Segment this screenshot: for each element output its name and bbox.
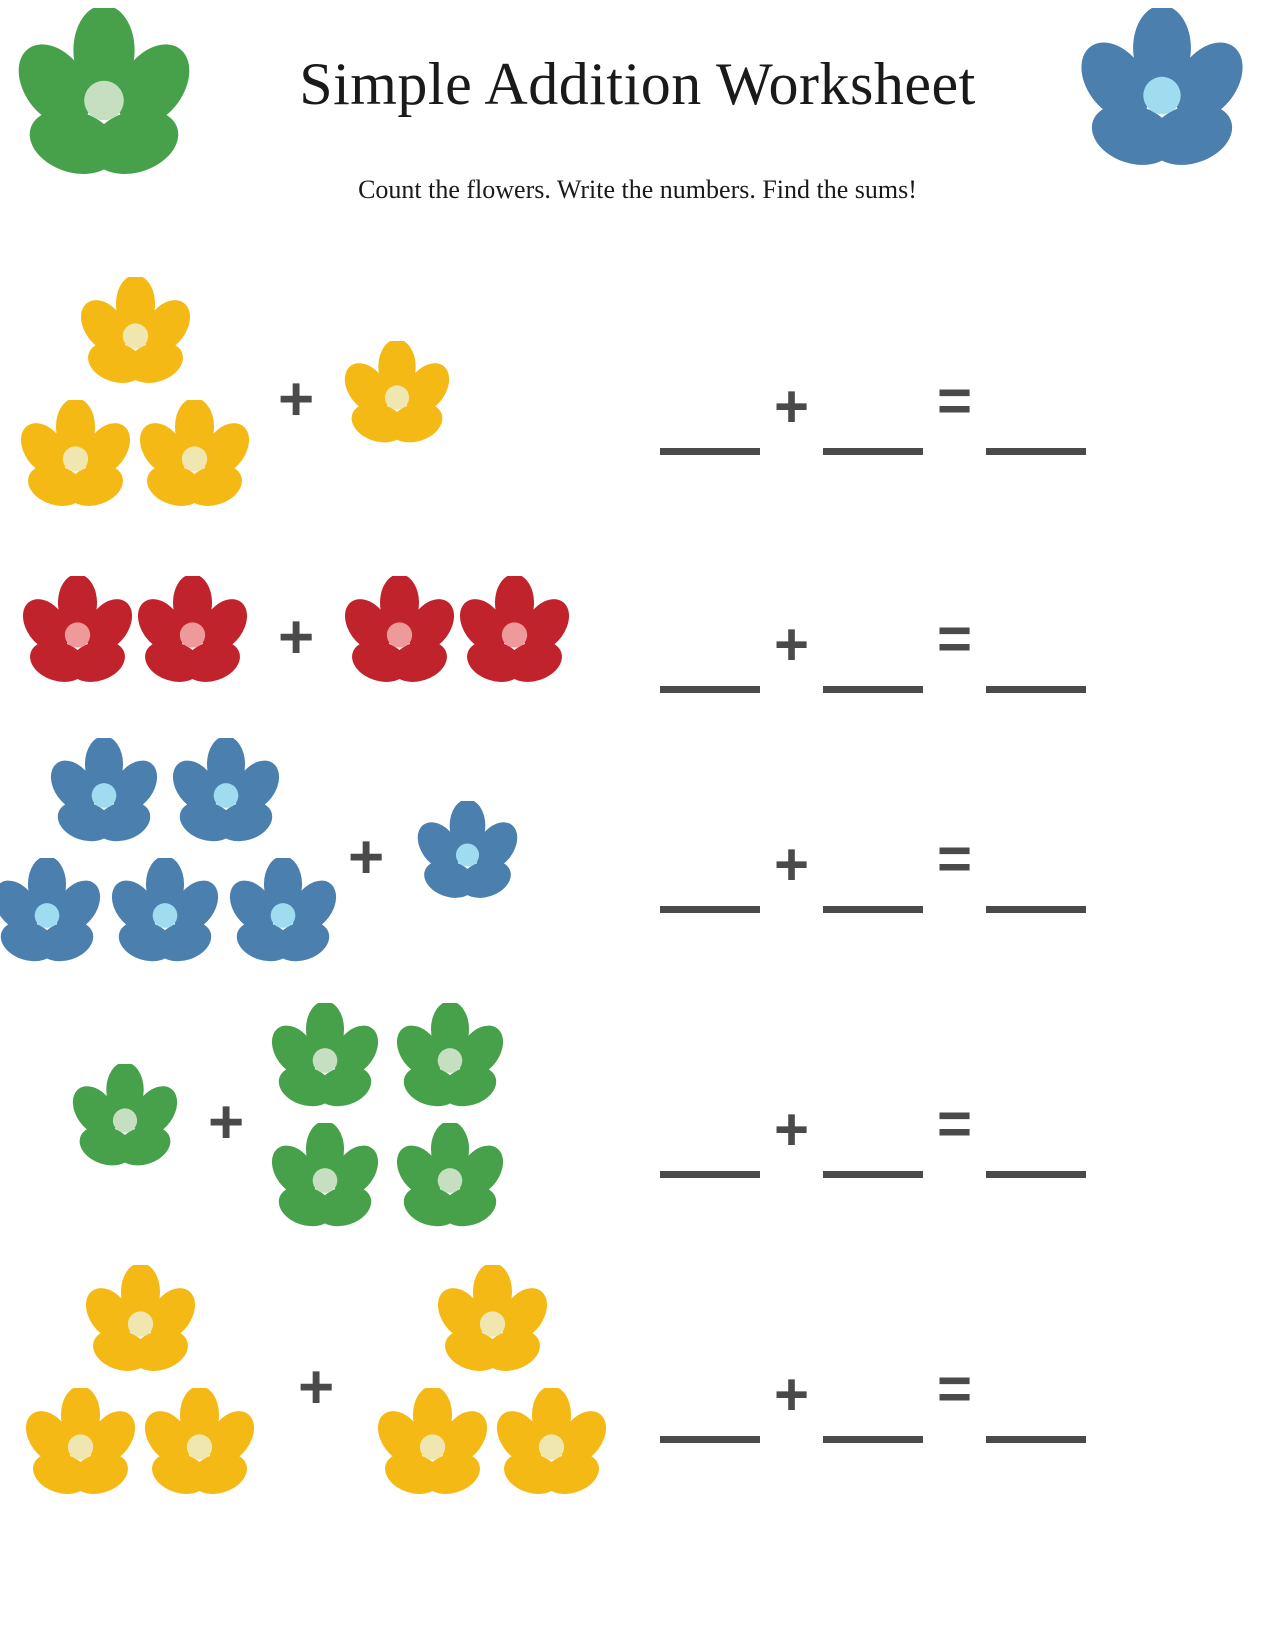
flower-icon-yellow xyxy=(83,1265,198,1388)
problem-4-right-group xyxy=(262,1003,512,1243)
problem-3-left-group xyxy=(0,738,330,978)
visual-plus-sign: + xyxy=(298,1352,335,1422)
problem-3-blank-sum[interactable] xyxy=(986,846,1086,913)
problem-1-left-group xyxy=(10,277,260,523)
equation-equals-sign: = xyxy=(937,824,973,892)
equation-equals-sign: = xyxy=(937,367,973,434)
flower-icon-green xyxy=(394,1003,506,1123)
problem-2-blank-left[interactable] xyxy=(660,626,760,693)
problem-2-blank-sum[interactable] xyxy=(986,626,1086,693)
flower-icon-red xyxy=(457,576,572,699)
page-title: Simple Addition Worksheet xyxy=(299,51,976,117)
flower-icon-red xyxy=(135,576,250,699)
problem-row-3 xyxy=(0,725,1275,990)
flower-icon-yellow xyxy=(435,1265,550,1388)
problem-row-1 xyxy=(0,250,1275,550)
equation-equals-sign: = xyxy=(937,1089,973,1157)
visual-plus-sign: + xyxy=(348,822,385,892)
problem-list xyxy=(0,250,1275,1520)
flower-icon-blue xyxy=(227,858,339,978)
problem-row-5 xyxy=(0,1255,1275,1520)
problem-3-right-group xyxy=(402,801,532,914)
flower-icon-red xyxy=(20,576,135,699)
worksheet-header xyxy=(0,0,1275,230)
flower-icon-yellow xyxy=(23,1388,138,1511)
equation-equals-sign: = xyxy=(937,1354,973,1422)
flower-icon-blue xyxy=(48,738,160,858)
equation-plus-sign: + xyxy=(774,1095,810,1163)
visual-plus-sign: + xyxy=(208,1087,245,1157)
problem-1-blank-right[interactable] xyxy=(823,388,923,455)
flower-icon-green xyxy=(394,1123,506,1243)
problem-2-visual xyxy=(0,576,660,699)
problem-5-left-group xyxy=(0,1265,280,1511)
visual-plus-sign: + xyxy=(278,365,315,434)
problem-3-blank-right[interactable] xyxy=(823,846,923,913)
problem-3-equation xyxy=(660,725,1275,990)
problem-1-blank-left[interactable] xyxy=(660,388,760,455)
flower-icon-yellow xyxy=(342,341,452,459)
equation-plus-sign: + xyxy=(774,830,810,898)
visual-plus-sign: + xyxy=(278,602,315,672)
problem-4-blank-sum[interactable] xyxy=(986,1111,1086,1178)
flower-icon-green xyxy=(70,1064,180,1182)
problem-4-left-group xyxy=(60,1064,190,1182)
problem-3-visual xyxy=(0,738,660,978)
problem-5-equation xyxy=(660,1255,1275,1520)
problem-2-blank-right[interactable] xyxy=(823,626,923,693)
flower-icon-blue xyxy=(109,858,221,978)
problem-5-right-group xyxy=(352,1265,632,1511)
flower-icon-green xyxy=(269,1003,381,1123)
flower-icon-blue xyxy=(415,801,520,914)
flower-icon-red xyxy=(342,576,457,699)
problem-1-right-group xyxy=(332,341,462,459)
problem-5-visual xyxy=(0,1265,660,1511)
problem-5-blank-left[interactable] xyxy=(660,1376,760,1443)
page-subtitle: Count the flowers. Write the numbers. Find the sums! xyxy=(358,175,917,204)
problem-4-blank-right[interactable] xyxy=(823,1111,923,1178)
equation-equals-sign: = xyxy=(937,604,973,672)
problem-2-left-group xyxy=(10,576,260,699)
flower-icon-yellow xyxy=(78,277,193,400)
flower-icon-blue xyxy=(170,738,282,858)
problem-1-visual xyxy=(0,277,660,523)
problem-3-blank-left[interactable] xyxy=(660,846,760,913)
problem-row-2 xyxy=(0,550,1275,725)
flower-icon-yellow xyxy=(142,1388,257,1511)
flower-icon-green xyxy=(269,1123,381,1243)
problem-5-blank-sum[interactable] xyxy=(986,1376,1086,1443)
problem-1-blank-sum[interactable] xyxy=(986,388,1086,455)
flower-icon-blue xyxy=(0,858,103,978)
flower-icon-yellow xyxy=(375,1388,490,1511)
problem-4-blank-left[interactable] xyxy=(660,1111,760,1178)
problem-5-blank-right[interactable] xyxy=(823,1376,923,1443)
problem-2-right-group xyxy=(332,576,582,699)
flower-icon-yellow xyxy=(137,400,252,523)
problem-1-equation xyxy=(660,250,1275,550)
problem-row-4 xyxy=(0,990,1275,1255)
equation-plus-sign: + xyxy=(774,610,810,678)
problem-2-equation xyxy=(660,550,1275,725)
flower-icon-yellow xyxy=(494,1388,609,1511)
flower-icon-yellow xyxy=(18,400,133,523)
equation-plus-sign: + xyxy=(774,373,810,440)
equation-plus-sign: + xyxy=(774,1360,810,1428)
problem-4-equation xyxy=(660,990,1275,1255)
problem-4-visual xyxy=(0,1003,660,1243)
